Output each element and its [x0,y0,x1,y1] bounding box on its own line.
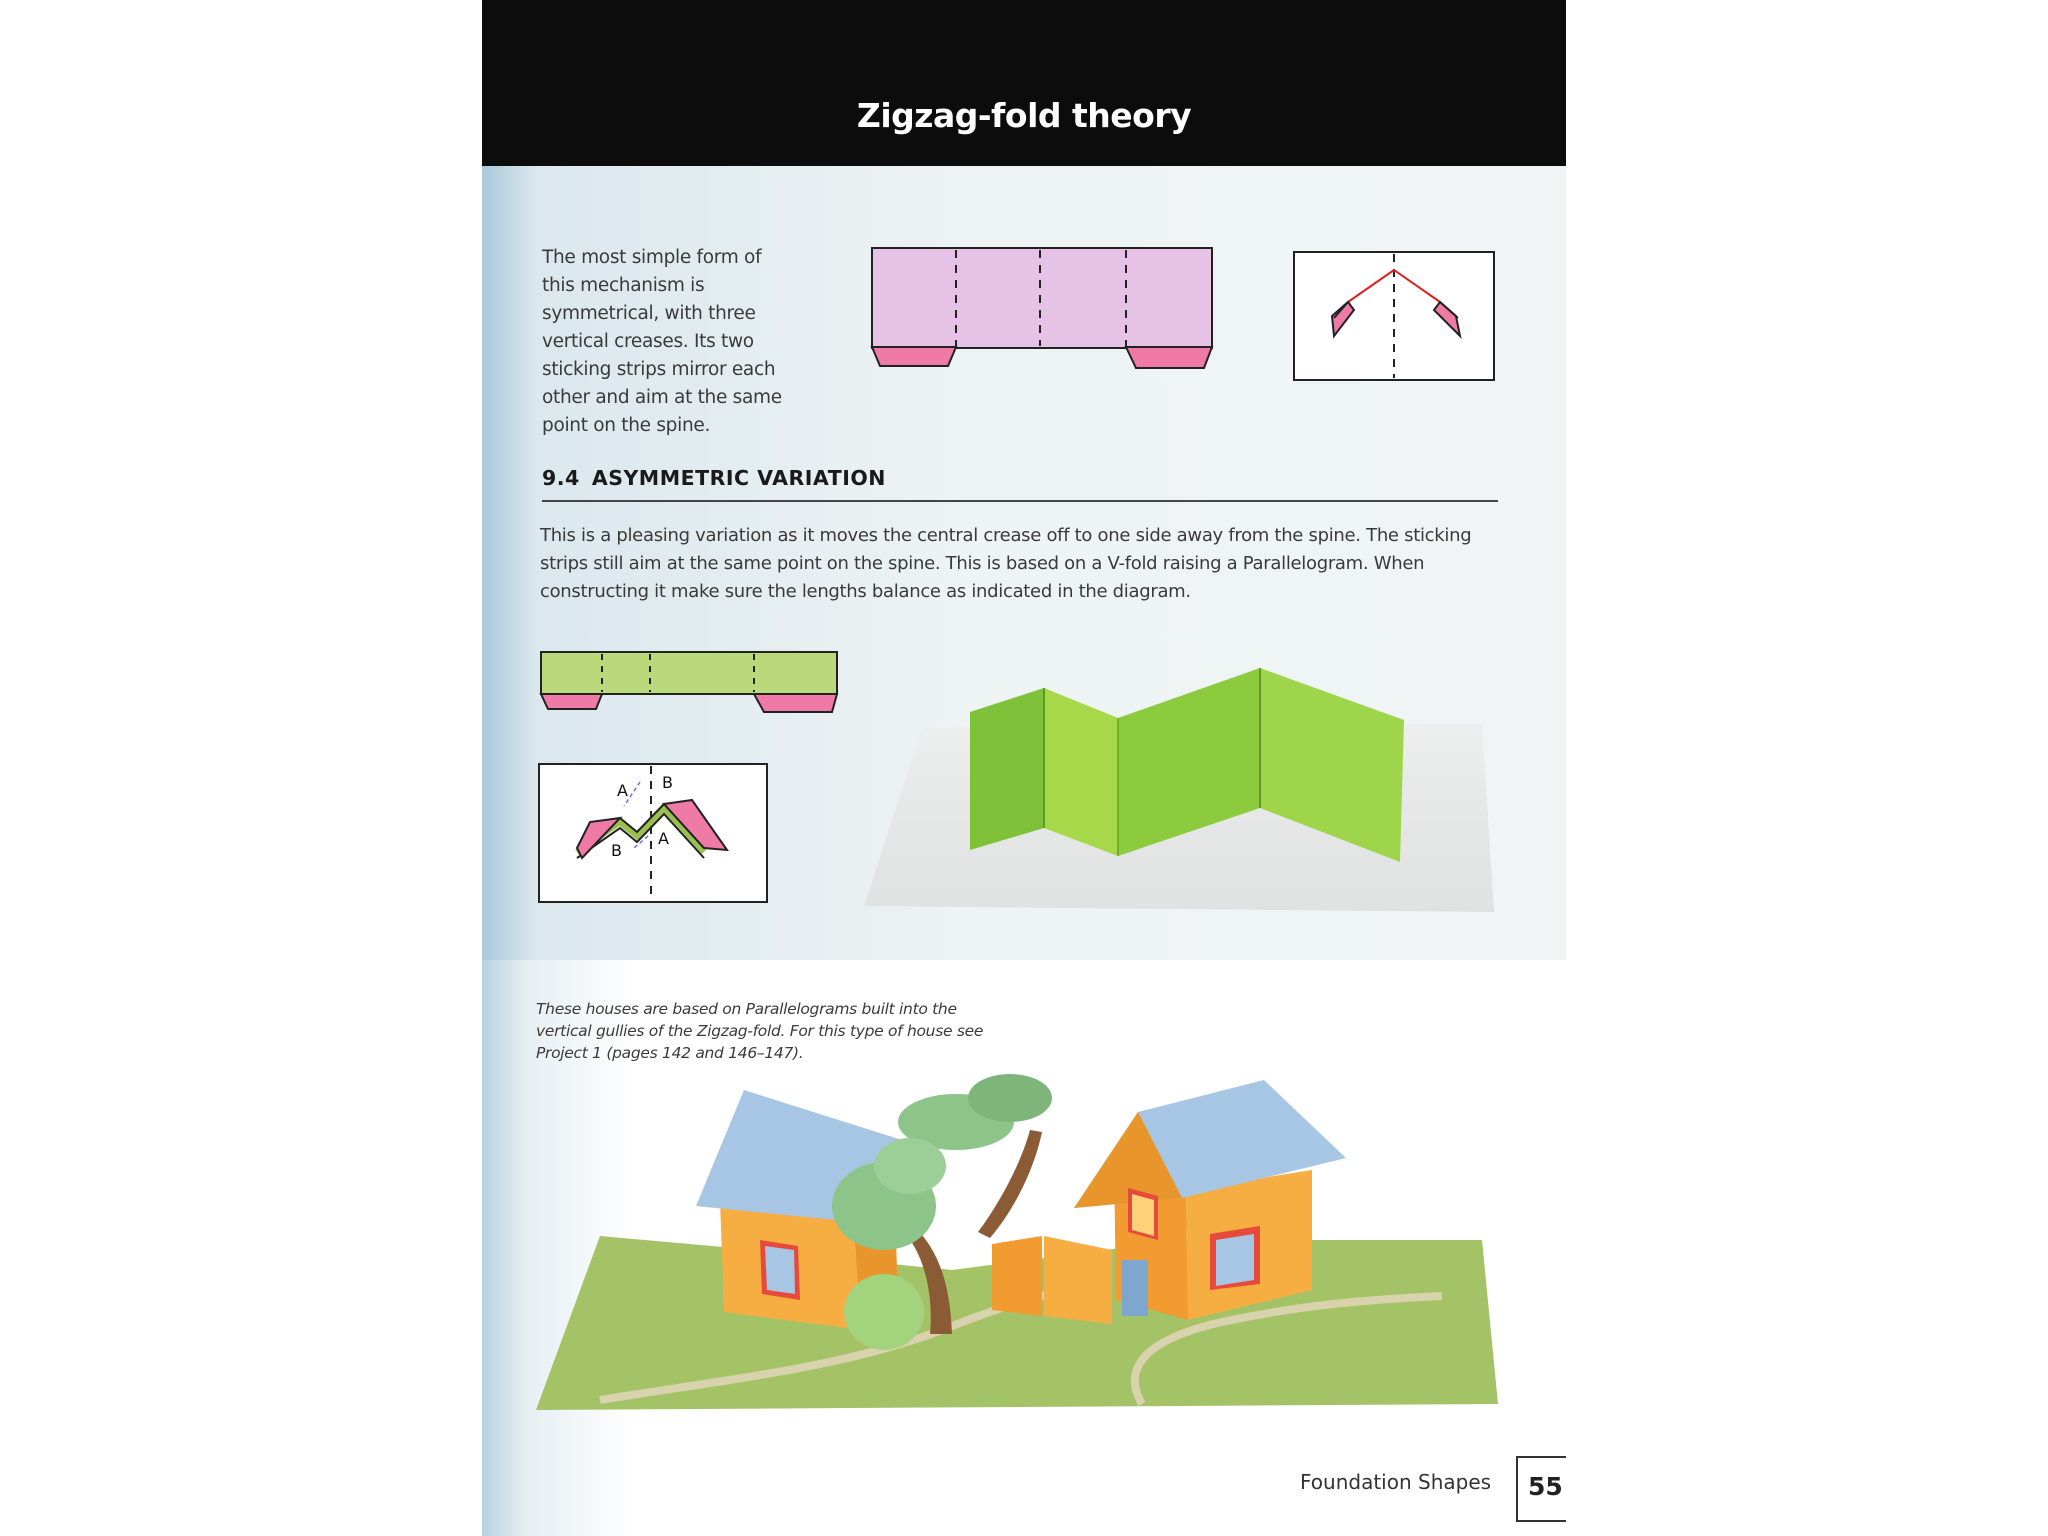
section-heading [542,466,886,490]
section-paragraph: This is a pleasing variation as it moves the central crease off to one side away from the spine. The sticking strips still aim at the same point on the spine. This is based on a V-fold raising a Parallelogram. When constructing it make sure the lengths balance as indicated in the diagram. [540,525,1472,602]
intro-text: The most simple form of this mechanism is symmetrical, with three vertical creases. Its two sticking strips mirror each other and aim at the same point on the spine. [542,247,782,436]
asymmetric-flat-diagram [541,652,837,712]
symmetric-side-diagram [1294,252,1494,380]
label-b-top: B [662,773,673,792]
left-sticking-strip [872,347,956,366]
houses-photo [536,1074,1498,1410]
symmetric-flat-diagram [482,0,1566,1536]
page-title: Zigzag-fold theory [856,96,1192,135]
footer-section-name: Foundation Shapes [1300,1470,1492,1494]
photo-caption: These houses are based on Parallelograms built into the vertical gullies of the Zigzag-fold. For this type of house see Project 1 (pages 142 and 146–147). [536,1000,984,1062]
right-sticking-strip [1126,347,1212,368]
label-a-bottom: A [658,829,669,848]
label-b-bottom: B [611,841,622,860]
zigzag-photo [864,668,1494,912]
section-title-text: ASYMMETRIC VARIATION [591,466,886,490]
book-page [482,0,1566,1536]
section-number: 9.4 [542,466,580,490]
asymmetric-side-diagram [539,764,767,902]
section-rule [542,500,1498,502]
pink-card-outline [872,248,1212,348]
page-number-box [1516,1456,1566,1522]
label-a-top: A [617,781,628,800]
page-number: 55 [1528,1472,1563,1501]
